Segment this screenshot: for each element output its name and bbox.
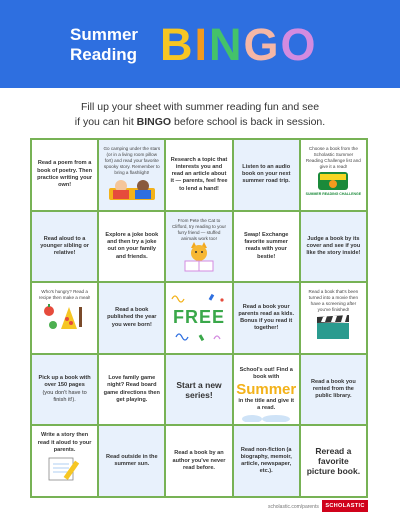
cell-picture-book[interactable]: Reread a favorite picture book. bbox=[300, 425, 367, 497]
free-space: FREE bbox=[172, 307, 225, 328]
intro-line-1: Fill up your sheet with summer reading fun and see bbox=[80, 101, 320, 113]
header-banner bbox=[0, 0, 400, 88]
cell-poem[interactable]: Read a poem from a book of poetry. Then practice writing your own! bbox=[31, 139, 98, 211]
campfire-reading-icon bbox=[107, 176, 157, 202]
cell-new-series[interactable]: Start a new series! bbox=[165, 354, 232, 426]
cell-free[interactable] bbox=[165, 282, 232, 354]
confetti-icon bbox=[170, 291, 230, 305]
bingo-letter-n: N bbox=[209, 19, 242, 70]
intro-text bbox=[40, 100, 360, 130]
bingo-letter-o: O bbox=[280, 19, 316, 70]
cell-write-story[interactable]: Write a story then read it aloud to your parents. bbox=[31, 425, 98, 497]
cell-new-author[interactable]: Read a book by an author you've never read before. bbox=[165, 425, 232, 497]
summer-after-text: in the title and give it a read. bbox=[238, 397, 295, 411]
challenge-badge-icon bbox=[316, 170, 350, 192]
bingo-title bbox=[160, 20, 316, 70]
cell-summer-title[interactable]: School's out! Find a book with Summer in the title and give it a read. bbox=[233, 354, 300, 426]
cell-recipe[interactable]: Who's hungry? Read a recipe then make a meal! bbox=[31, 282, 98, 354]
cell-swap[interactable]: Swap! Exchange favorite summer reads with your bestie! bbox=[233, 211, 300, 283]
cell-challenge-list[interactable]: Choose a book from the Scholastic Summer Reading Challenge list and give it a read! SUMMER READING CHALLENGE bbox=[300, 139, 367, 211]
cell-non-fiction[interactable]: Read non-fiction (a biography, memoir, article, newspaper, etc.). bbox=[233, 425, 300, 497]
cell-game-night[interactable]: Love family game night? Read board game directions then get playing. bbox=[98, 354, 165, 426]
summer-word: Summer bbox=[236, 380, 297, 398]
pencil-paper-icon bbox=[43, 454, 87, 482]
intro-line-2: if you can hit BINGO before school is back in session. bbox=[74, 116, 326, 128]
title-reading: Reading bbox=[70, 45, 138, 64]
bingo-letter-g: G bbox=[243, 19, 279, 70]
cell-150-pages[interactable]: Pick up a book with over 150 pages (you don't have to finish it!). bbox=[31, 354, 98, 426]
confetti-bottom-icon bbox=[170, 331, 230, 345]
challenge-badge-label: SUMMER READING CHALLENGE bbox=[305, 192, 362, 196]
cell-joke-book[interactable]: Explore a joke book and then try a joke out on your family and friends. bbox=[98, 211, 165, 283]
scholastic-logo: SCHOLASTIC bbox=[322, 500, 368, 512]
cat-with-book-icon bbox=[179, 242, 219, 272]
cell-library[interactable]: Read a book you rented from the public library. bbox=[300, 354, 367, 426]
cell-judge-cover[interactable]: Judge a book by its cover and see if you like the story inside! bbox=[300, 211, 367, 283]
cell-research[interactable]: Research a topic that interests you and read an article about it — parents, feel free to lend a hand! bbox=[165, 139, 232, 211]
food-icon bbox=[41, 301, 89, 331]
cell-birth-year[interactable]: Read a book published the year you were born! bbox=[98, 282, 165, 354]
clapperboard-icon bbox=[313, 313, 353, 341]
title-summer: Summer bbox=[70, 25, 139, 44]
cell-audiobook[interactable]: Listen to an audio book on your next summer road trip. bbox=[233, 139, 300, 211]
cell-movie[interactable]: Read a book that's been turned into a movie then have a screening after you've finished! bbox=[300, 282, 367, 354]
bingo-letter-i: I bbox=[194, 19, 208, 70]
footer-url[interactable]: scholastic.com/parents bbox=[268, 504, 319, 510]
cell-camping[interactable]: Go camping under the stars (or in a living room pillow fort) and read your favorite spooky story. Remember to bring a flashlight! bbox=[98, 139, 165, 211]
cell-summer-sun[interactable]: Read outside in the summer sun. bbox=[98, 425, 165, 497]
cell-furry-friend[interactable]: From Pete the Cat to Clifford, try reading to your furry friend — stuffed animals work too! bbox=[165, 211, 232, 283]
cloud-icon bbox=[240, 412, 296, 422]
bingo-letter-b: B bbox=[160, 19, 193, 70]
bingo-grid bbox=[30, 138, 368, 498]
cell-parents-read[interactable]: Read a book your parents read as kids. Bonus if you read it together! bbox=[233, 282, 300, 354]
pages-note: (you don't have to finish it!). bbox=[42, 389, 87, 403]
cell-read-aloud[interactable]: Read aloud to a younger sibling or relative! bbox=[31, 211, 98, 283]
